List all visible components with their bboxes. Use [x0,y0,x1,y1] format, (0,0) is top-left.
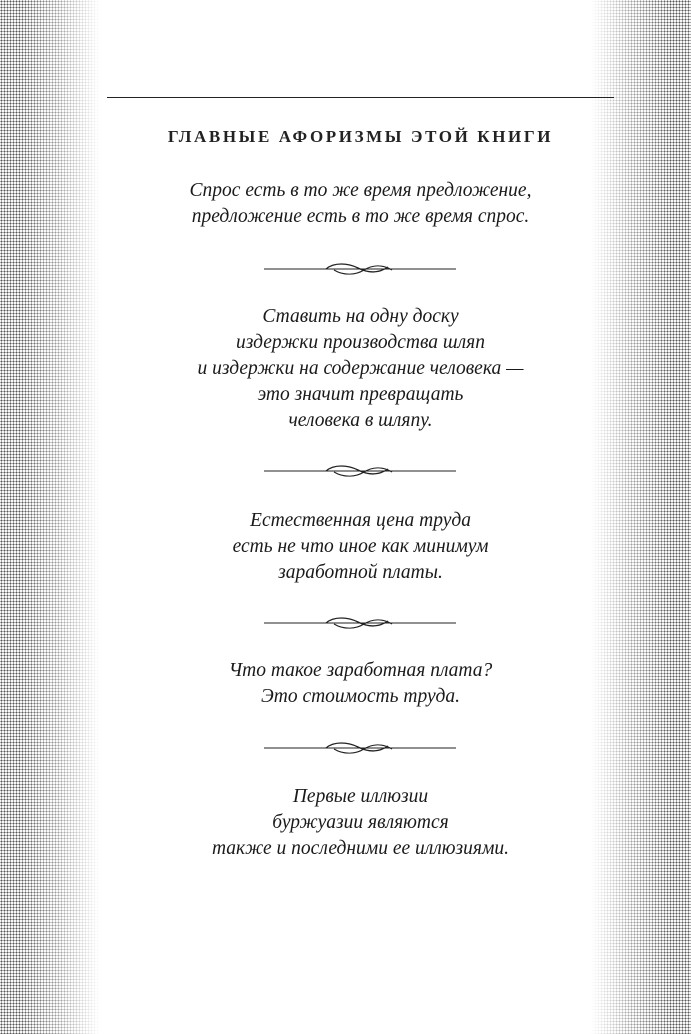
aphorism-line: Спрос есть в то же время предложение, [189,180,532,201]
aphorism-line: издержки производства шляп [236,332,485,353]
aphorism-line: и издержки на содержание человека — [197,358,524,379]
aphorism-line: это значит превращать [257,384,464,405]
page-heading: ГЛАВНЫЕ АФОРИЗМЫ ЭТОЙ КНИГИ [167,127,554,146]
aphorism-line: заработной платы. [278,562,443,583]
halftone-border-left [0,0,100,1034]
aphorism-line: Естественная цена труда [250,510,471,531]
aphorism-4 [107,658,614,710]
aphorism-line: Что такое заработная плата? [228,660,493,681]
aphorism-2 [107,304,614,434]
aphorism-line: есть не что иное как минимум [232,536,489,557]
aphorism-line: человека в шляпу. [288,410,433,431]
aphorism-5 [107,784,614,862]
flourish-divider-icon [264,741,456,755]
aphorism-line: также и последними ее иллюзиями. [211,838,510,859]
flourish-divider-icon [264,616,456,630]
aphorism-1 [107,178,614,230]
top-rule [107,97,614,98]
flourish-divider-icon [264,262,456,276]
aphorism-line: Ставить на одну доску [262,306,459,327]
flourish-divider-icon [264,464,456,478]
aphorism-3 [107,508,614,586]
aphorism-line: Первые иллюзии [292,786,429,807]
aphorism-line: Это стоимость труда. [260,686,461,707]
aphorism-line: буржуазии являются [272,812,449,833]
aphorism-line: предложение есть в то же время спрос. [191,206,530,227]
